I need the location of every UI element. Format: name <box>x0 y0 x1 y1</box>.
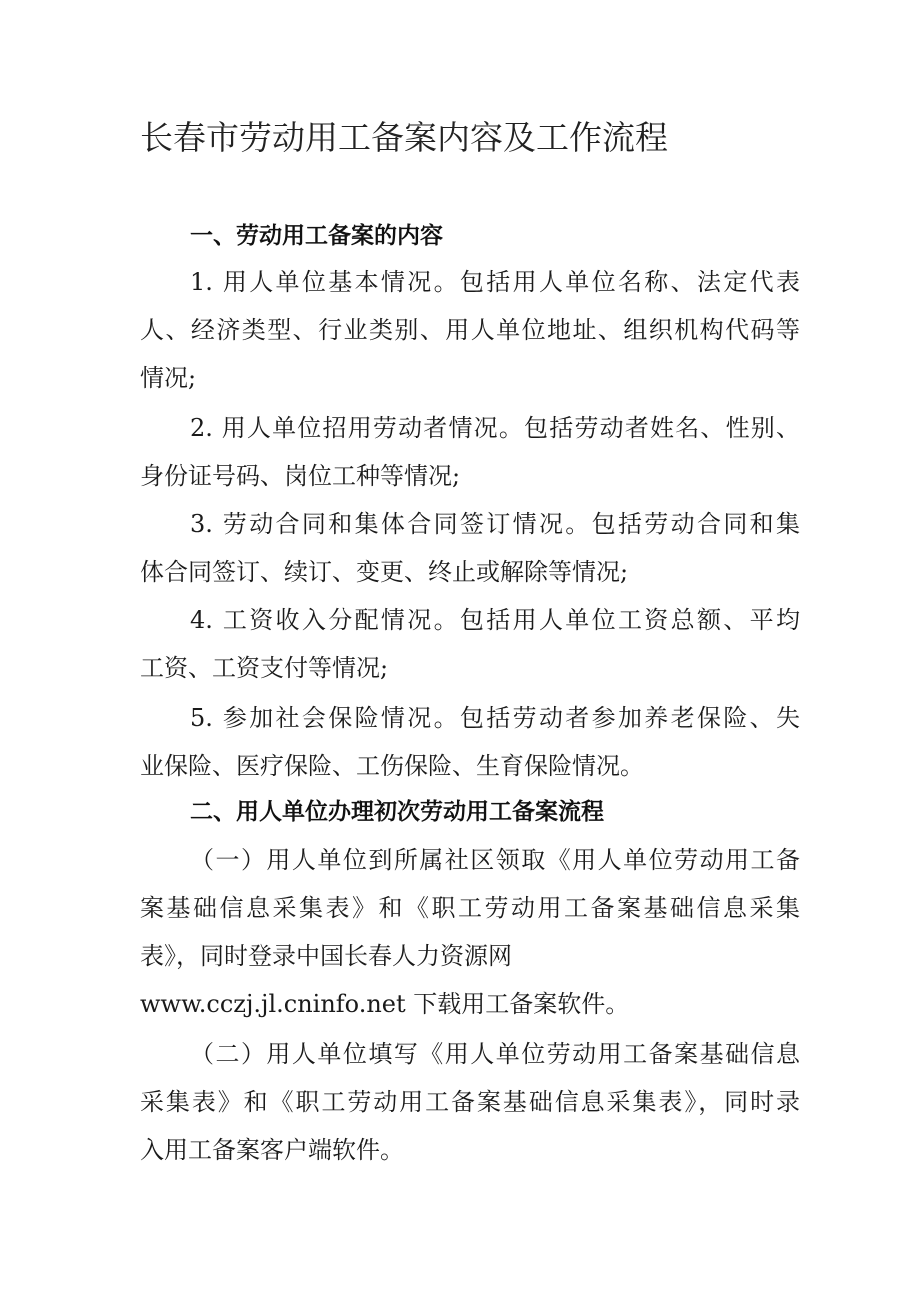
paragraph-line: 体合同签订、续订、变更、终止或解除等情况; <box>140 558 629 586</box>
paragraph-line: 身份证号码、岗位工种等情况; <box>140 462 461 490</box>
paragraph-line: 人、经济类型、行业类别、用人单位地址、组织机构代码等 <box>140 316 800 344</box>
paragraph-line: 业保险、医疗保险、工伤保险、生育保险情况。 <box>140 752 644 780</box>
paragraph-line: （二）用人单位填写《用人单位劳动用工备案基础信息 <box>190 1040 800 1068</box>
paragraph-line: www.cczj.jl.cninfo.net 下载用工备案软件。 <box>140 990 630 1018</box>
paragraph-line: 入用工备案客户端软件。 <box>140 1136 404 1164</box>
document-title: 长春市劳动用工备案内容及工作流程 <box>140 118 668 157</box>
paragraph-line: 案基础信息采集表》和《职工劳动用工备案基础信息采集 <box>140 894 800 922</box>
paragraph-line: 3. 劳动合同和集体合同签订情况。包括劳动合同和集 <box>190 510 800 538</box>
paragraph-line: 表》，同时登录中国长春人力资源网 <box>140 942 512 970</box>
paragraph-line: 1. 用人单位基本情况。包括用人单位名称、法定代表 <box>190 268 800 296</box>
section-heading-1: 一、劳动用工备案的内容 <box>190 223 443 249</box>
procedure-step-1 <box>140 836 800 1028</box>
section-heading-2: 二、用人单位办理初次劳动用工备案流程 <box>190 799 604 825</box>
paragraph-line: 工资、工资支付等情况; <box>140 654 389 682</box>
paragraph-line: 采集表》和《职工劳动用工备案基础信息采集表》，同时录 <box>140 1088 800 1116</box>
paragraph-line: 5. 参加社会保险情况。包括劳动者参加养老保险、失 <box>190 704 800 732</box>
procedure-step-2 <box>140 1030 800 1174</box>
list-item-5 <box>140 694 800 790</box>
paragraph-line: 2. 用人单位招用劳动者情况。包括劳动者姓名、性别、 <box>190 414 800 442</box>
list-item-4 <box>140 596 800 692</box>
list-item-2 <box>140 404 800 500</box>
paragraph-line: 情况; <box>140 364 197 392</box>
paragraph-line: （一）用人单位到所属社区领取《用人单位劳动用工备 <box>190 846 800 874</box>
list-item-1 <box>140 258 800 402</box>
paragraph-line: 4. 工资收入分配情况。包括用人单位工资总额、平均 <box>190 606 800 634</box>
list-item-3 <box>140 500 800 596</box>
